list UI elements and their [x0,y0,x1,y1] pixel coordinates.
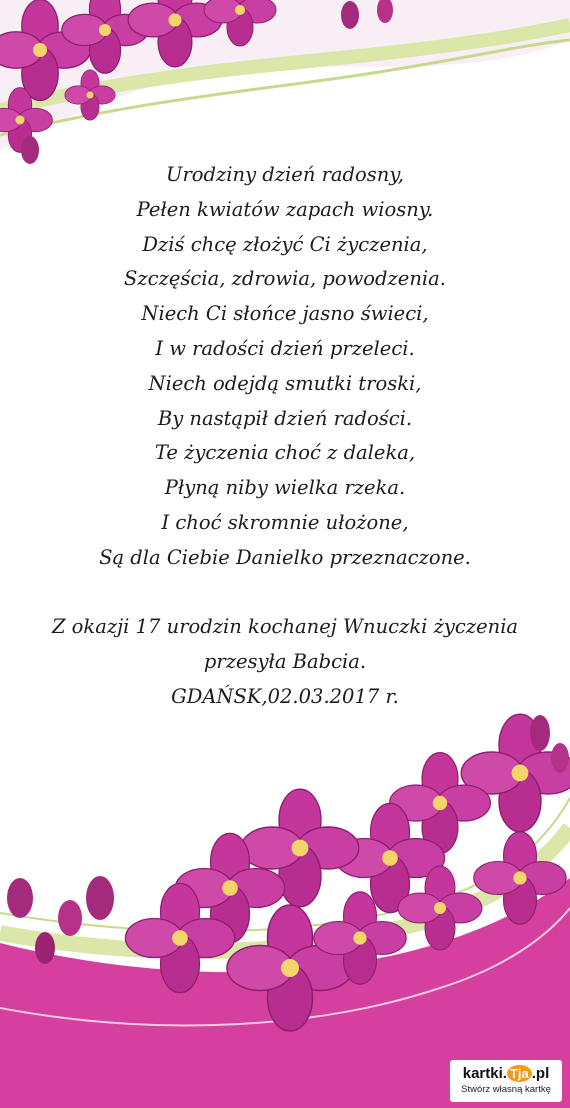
verse-line: Te życzenia choć z daleka, [154,441,416,465]
verse-line: Są dla Ciebie Danielko przeznaczone. [99,545,471,569]
verse-line: Szczęścia, zdrowia, powodzenia. [124,267,446,291]
logo-brand-suffix: .pl [531,1065,550,1082]
verse-line: Urodziny dzień radosny, [166,163,404,186]
bottom-lilac-decoration [0,708,570,1108]
logo-brand-mid: Tja [507,1065,532,1082]
stanza-gap [0,576,570,611]
logo-slogan: Stwórz własną kartkę [461,1084,551,1095]
logo-brand [450,1064,562,1084]
kartki-logo[interactable] [450,1060,562,1102]
verse-line: Dziś chcę złożyć Ci życzenia, [142,232,428,256]
dedication-line: przesyła Babcia. [203,650,367,674]
verse-line: Niech odejdą smutki troski, [148,371,422,395]
dedication-line: GDAŃSK,02.03.2017 r. [171,684,399,708]
logo-brand-prefix: kartki. [462,1065,507,1082]
verse-line: I w radości dzień przeleci. [155,336,415,360]
verse-line: Pełen kwiatów zapach wiosny. [136,197,434,221]
verse-line: Płyną niby wielka rzeka. [164,476,406,500]
poem-text [0,158,570,715]
verse-line: I choć skromnie ułożone, [161,510,409,534]
verse-line: By nastąpił dzień radości. [157,406,413,430]
dedication-text [0,610,570,714]
verse-line: Niech Ci słońce jasno świeci, [141,302,429,326]
dedication-line: Z okazji 17 urodzin kochanej Wnuczki życzenia [51,615,519,639]
